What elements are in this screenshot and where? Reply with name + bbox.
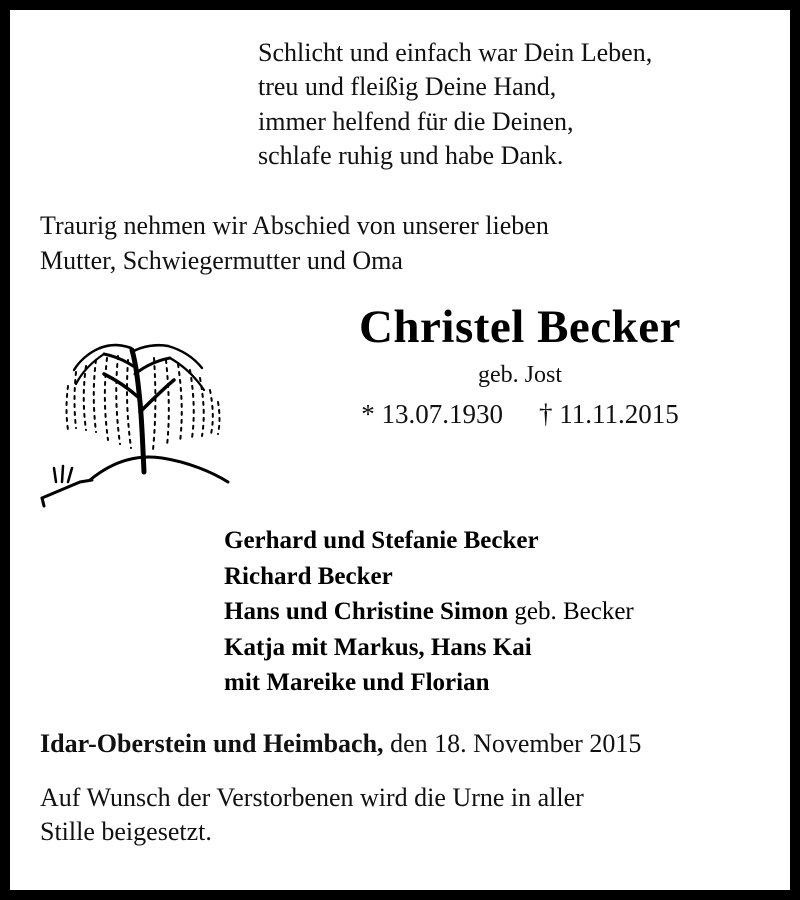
place-names: Idar-Oberstein und Heimbach,: [40, 728, 384, 758]
poem-line-4: schlafe ruhig und habe Dank.: [258, 140, 564, 170]
place-date-line: [40, 729, 760, 759]
closing-line-2: Stille beigesetzt.: [40, 817, 212, 847]
intro-block: [40, 209, 760, 278]
obituary-notice: [10, 10, 790, 890]
weeping-willow-tree-icon: [32, 302, 262, 512]
poem-line-1: Schlicht und einfach war Dein Leben,: [258, 38, 653, 67]
family-name-bold: Katja mit Markus, Hans Kai: [224, 633, 532, 661]
poem-block: [40, 36, 760, 173]
family-name-bold: Gerhard und Stefanie Becker: [224, 527, 539, 555]
closing-note: [40, 781, 760, 850]
death-date: † 11.11.2015: [539, 399, 679, 430]
poem-line-3: immer helfend für die Deinen,: [258, 106, 574, 136]
list-item: [224, 594, 760, 630]
notice-date: den 18. November 2015: [383, 728, 642, 758]
list-item: [224, 665, 760, 701]
deceased-name: Christel Becker: [358, 301, 682, 354]
family-list: [40, 523, 760, 701]
list-item: [224, 559, 760, 595]
intro-line-1: Traurig nehmen wir Abschied von unserer lieben: [40, 211, 549, 241]
list-item: [224, 630, 760, 666]
life-dates: [280, 399, 760, 430]
family-name-suffix: geb. Becker: [508, 598, 634, 626]
family-name-bold: Hans und Christine Simon: [224, 598, 509, 626]
deceased-block: [40, 302, 760, 517]
birth-date: * 13.07.1930: [361, 399, 503, 430]
family-name-bold: Richard Becker: [224, 562, 393, 590]
maiden-name: geb. Jost: [478, 362, 562, 389]
closing-line-1: Auf Wunsch der Verstorbenen wird die Urne in aller: [40, 782, 584, 812]
intro-line-2: Mutter, Schwiegermutter und Oma: [40, 245, 403, 275]
family-name-bold: mit Mareike und Florian: [224, 669, 490, 697]
list-item: [224, 523, 760, 559]
poem-line-2: treu und fleißig Deine Hand,: [258, 72, 557, 102]
